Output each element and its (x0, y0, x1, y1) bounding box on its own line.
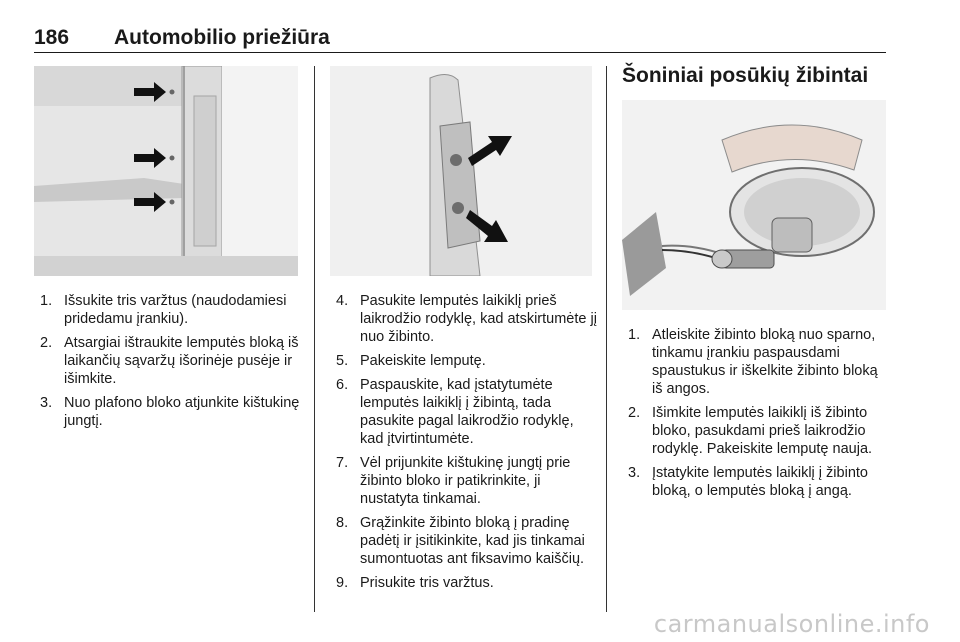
steps-list-right (628, 326, 890, 506)
list-item (628, 404, 890, 458)
steps-list-left (40, 292, 302, 436)
figure-side-indicator (622, 100, 886, 310)
step-text: Išimkite lemputės laikiklį iš žibinto bloko, pasukdami prieš laikrodžio rodyklę. Pakeiskite lemputę nauja. (652, 405, 873, 457)
list-item (336, 454, 598, 508)
step-number: 1. (40, 293, 53, 309)
step-number: 4. (336, 293, 349, 309)
page-number: 186 (34, 26, 70, 49)
list-item (336, 292, 598, 346)
step-number: 3. (40, 395, 53, 411)
section-heading: Šoniniai posūkių žibintai (622, 64, 869, 87)
step-text: Atsargiai ištraukite lemputės bloką iš laikančių sąvaržų išorinėje pusėje ir išimkite. (64, 335, 299, 387)
column-divider-left (314, 66, 315, 612)
list-item (40, 394, 302, 430)
figure-interior-light-screws (34, 66, 298, 276)
step-text: Grąžinkite žibinto bloką į pradinę padėtį ir įsitikinkite, kad jis tinkamai sumontuotas ant fiksavimo kaiščių. (360, 515, 585, 567)
step-number: 7. (336, 455, 349, 471)
step-text: Įstatykite lemputės laikiklį į žibinto bloką, o lemputės bloką į angą. (652, 465, 868, 499)
step-number: 1. (628, 327, 641, 343)
step-text: Vėl prijunkite kištukinę jungtį prie žibinto bloko ir patikrinkite, ji nustatyta tinkamai. (360, 455, 571, 507)
step-text: Nuo plafono bloko atjunkite kištukinę jungtį. (64, 395, 300, 429)
step-text: Paspauskite, kad įstatytumėte lemputės laikiklį į žibintą, tada pasukite pagal laikrodžio rodyklę, kad įtvirtintumėte. (360, 377, 574, 447)
step-number: 9. (336, 575, 349, 591)
step-text: Prisukite tris varžtus. (360, 575, 494, 591)
list-item (336, 574, 598, 592)
watermark: carmanualsonline.info (653, 610, 930, 638)
list-item (628, 326, 890, 398)
step-text: Atleiskite žibinto bloką nuo sparno, tinkamu įrankiu paspausdami spaustukus ir iškelkite žibinto bloką iš angos. (652, 327, 878, 397)
list-item (336, 352, 598, 370)
list-item (336, 514, 598, 568)
step-number: 5. (336, 353, 349, 369)
steps-list-middle (336, 292, 598, 598)
list-item (628, 464, 890, 500)
figure-bulb-holder (330, 66, 592, 276)
list-item (40, 292, 302, 328)
chapter-title: Automobilio priežiūra (114, 26, 330, 49)
step-number: 2. (40, 335, 53, 351)
column-divider-right (606, 66, 607, 612)
step-number: 8. (336, 515, 349, 531)
step-text: Pakeiskite lemputę. (360, 353, 486, 369)
step-number: 3. (628, 465, 641, 481)
step-text: Pasukite lemputės laikiklį prieš laikrodžio rodyklę, kad atskirtumėte jį nuo žibinto. (360, 293, 597, 345)
list-item (40, 334, 302, 388)
page-header (34, 26, 886, 53)
step-text: Išsukite tris varžtus (naudodamiesi pridedamu įrankiu). (64, 293, 287, 327)
step-number: 6. (336, 377, 349, 393)
list-item (336, 376, 598, 448)
step-number: 2. (628, 405, 641, 421)
